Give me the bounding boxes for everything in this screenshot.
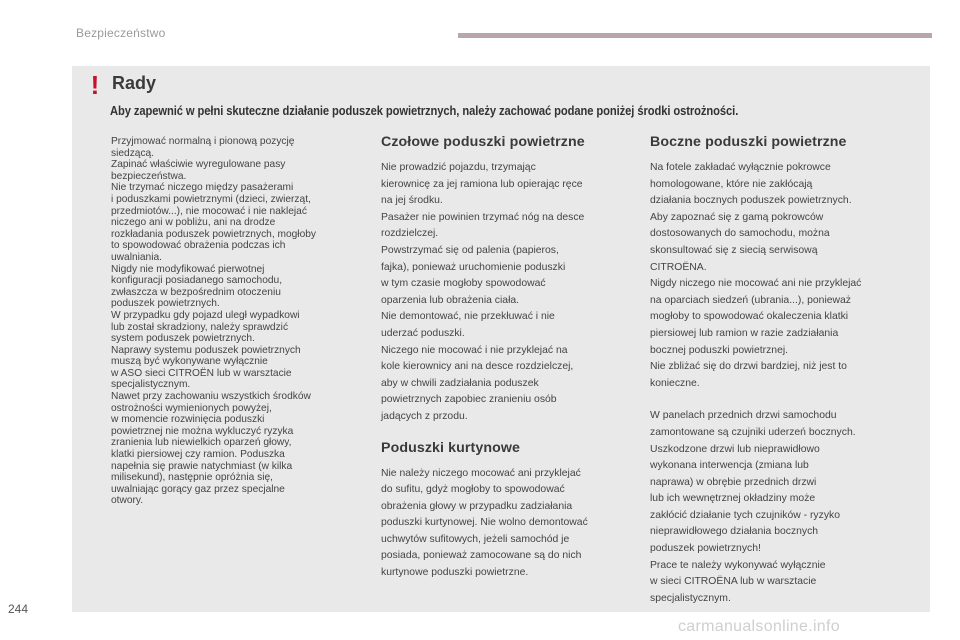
front-airbags-heading: Czołowe poduszki powietrzne (381, 134, 585, 150)
curtain-airbags-text: Nie należy niczego mocować ani przyklejać do sufitu, gdyż mogłoby to spowodować obrażenia głowy w przypadku zadziałania poduszki kurtynowej. Nie wolno demontować uchwytów sufitowych, jeżeli samochód je posiada, ponieważ zamocowane są do nich kurtynowe poduszki powietrzne. (381, 467, 588, 579)
front-airbags-text: Nie prowadzić pojazdu, trzymając kierownicę za jej ramiona lub opierając ręce na jej środku. Pasażer nie powinien trzymać nóg na desce rozdzielczej. Powstrzymać się od palenia (papieros, fajka), ponieważ uruchomienie poduszki w tym czasie mogłoby spowodować oparzenia lub obrażenia ciała. Nie demontować, nie przekłuwać i nie uderzać poduszki. Niczego nie mocować i nie przyklejać na kole kierownicy ani na desce rozdzielczej, aby w chwili zadziałania poduszek powietrznych zapobiec zranieniu osób jadących z przodu. (381, 162, 585, 422)
header-divider (458, 33, 932, 38)
side-airbags-heading: Boczne poduszki powietrzne (650, 134, 847, 150)
watermark: carmanualsonline.info (678, 618, 840, 635)
side-airbags-text: Na fotele zakładać wyłącznie pokrowce homologowane, które nie zakłócają działania bocznych poduszek powietrznych. Aby zapoznać się z gamą pokrowców dostosowanych do samochodu, można skonsultować się z siecią serwisową CITROËNA. Nigdy niczego nie mocować ani nie przyklejać na oparciach siedzeń (ubrania...), ponieważ mogłoby to spowodować okaleczenia klatki piersiowej lub ramion w razie zadziałania bocznej poduszki powietrznej. Nie zbliżać się do drzwi bardziej, niż jest to konieczne. (650, 162, 862, 389)
panel-title: Rady (112, 73, 157, 93)
general-advice-text: Przyjmować normalną i pionową pozycję siedzącą. Zapinać właściwie wyregulowane pasy bezpieczeństwa. Nie trzymać niczego między pasażerami i poduszkami powietrznymi (dzieci, zwierząt, przedmiotów...), nie mocować i nie naklejać niczego ani w pobliżu, ani na drodze rozkładania poduszek powietrznych, mogłoby to spowodować obrażenia podczas ich uwalniania. Nigdy nie modyfikować pierwotnej konfiguracji posiadanego samochodu, zwłaszcza w bezpośrednim otoczeniu poduszek powietrznych. W przypadku gdy pojazd uległ wypadkowi lub został skradziony, należy sprawdzić system poduszek powietrznych. Naprawy systemu poduszek powietrznych muszą być wykonywane wyłącznie w ASO sieci CITROËN lub w warsztacie specjalistycznym. Nawet przy zachowaniu wszystkich środków ostrożności wymienionych powyżej, w momencie rozwinięcia poduszki powietrznej nie można wykluczyć ryzyka zranienia lub niewielkich oparzeń głowy, klatki piersiowej czy ramion. Poduszka napełnia się prawie natychmiast (w kilka milisekund), następnie opróżnia się, uwalniając gorący gaz przez specjalne otwory. (111, 136, 316, 507)
panel-lead: Aby zapewnić w pełni skuteczne działanie poduszek powietrznych, należy zachować podane poniżej środki ostrożności. (110, 103, 739, 118)
curtain-airbags-heading: Poduszki kurtynowe (381, 439, 520, 456)
column-general-advice (111, 136, 361, 507)
column-front-airbags (381, 134, 631, 582)
side-sensors-text: W panelach przednich drzwi samochodu zamontowane są czujniki uderzeń bocznych. Uszkodzone drzwi lub nieprawidłowo wykonana interwencja (zmiana lub naprawa) w obrębie przednich drzwi lub ich wewnętrznej okładziny może zakłócić działanie tych czujników - ryzyko nieprawidłowego działania bocznych poduszek powietrznych! Prace te należy wykonywać wyłącznie w sieci CITROËNA lub w warsztacie specjalistycznym. (650, 410, 856, 604)
page-number: 244 (8, 602, 29, 616)
exclamation-icon: ! (90, 70, 100, 100)
section-title: Bezpieczeństwo (76, 26, 166, 40)
column-side-airbags (650, 134, 910, 607)
